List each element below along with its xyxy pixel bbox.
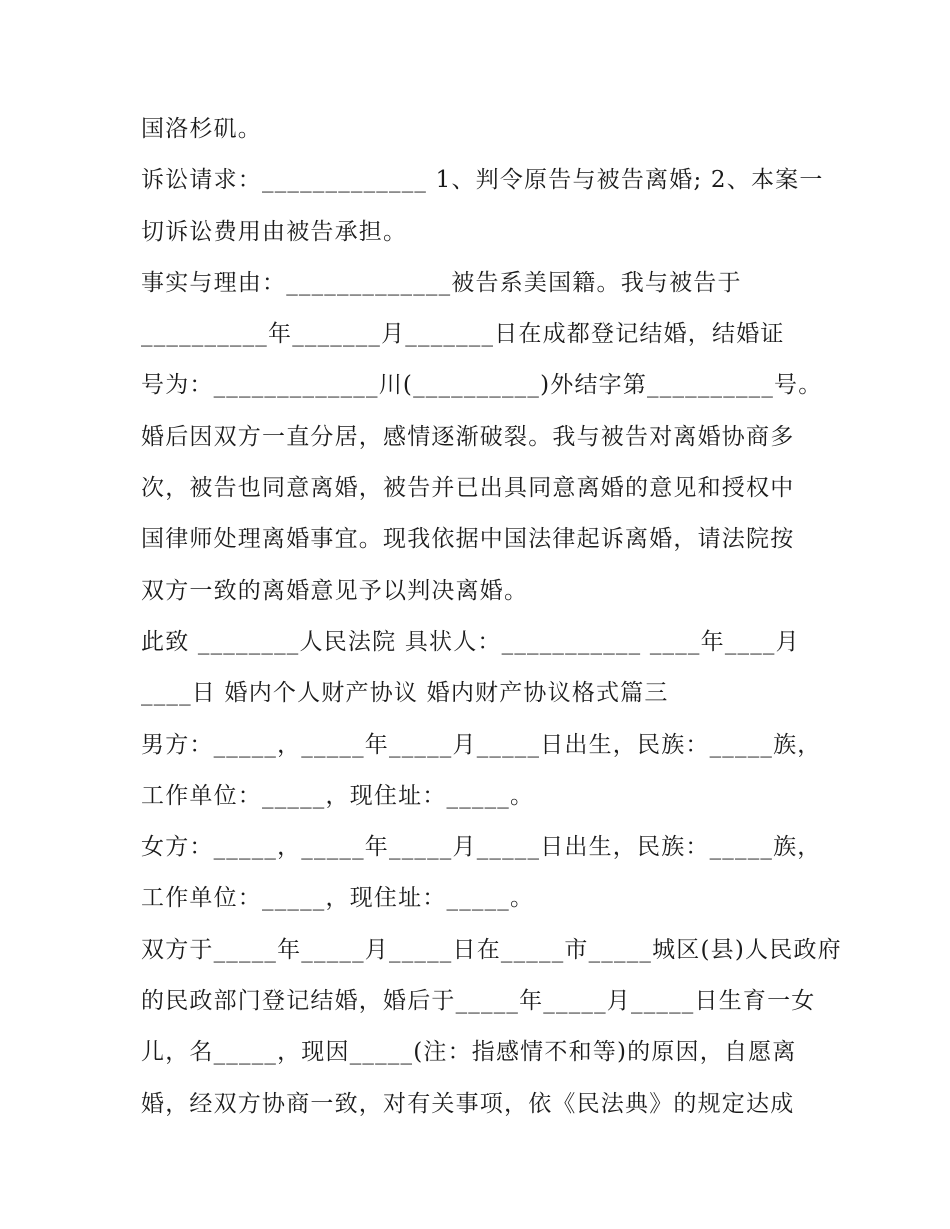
text-line: 诉讼请求：_____________ 1、判令原告与被告离婚; 2、本案一 (141, 167, 824, 194)
text-line: ____日 婚内个人财产协议 婚内财产协议格式篇三 (141, 680, 669, 707)
text-line: 次，被告也同意离婚，被告并已出具同意离婚的意见和授权中 (141, 475, 795, 502)
text-line: 事实与理由：_____________被告系美国籍。我与被告于 (141, 269, 742, 296)
text-line: 双方于_____年_____月_____日在_____市_____城区(县)人民政府 (141, 936, 842, 963)
text-line: 双方一致的离婚意见予以判决离婚。 (141, 577, 529, 604)
text-line: 此致 ________人民法院 具状人：___________ ____年____月 (141, 628, 800, 655)
text-line: 工作单位：_____，现住址：_____。 (141, 782, 535, 809)
text-line: 男方：_____，_____年_____月_____日出生，民族：_____族， (141, 731, 822, 758)
text-line: 号为：_____________川(__________)外结字第__________号。 (141, 372, 823, 399)
text-line: 国洛杉矶。 (141, 116, 262, 142)
text-line: 的民政部门登记结婚，婚后于_____年_____月_____日生育一女 (141, 988, 816, 1015)
text-line: 女方：_____，_____年_____月_____日出生，民族：_____族， (141, 834, 822, 861)
text-line: 工作单位：_____，现住址：_____。 (141, 885, 535, 912)
text-line: 切诉讼费用由被告承担。 (141, 218, 408, 245)
text-line: 儿，名_____，现因_____(注：指感情不和等)的原因，自愿离 (141, 1039, 797, 1066)
document-body (141, 109, 842, 1135)
text-line: 婚，经双方协商一致，对有关事项，依《民法典》的规定达成 (141, 1090, 795, 1117)
text-line: 婚后因双方一直分居，感情逐渐破裂。我与被告对离婚协商多 (141, 423, 795, 450)
text-line: __________年_______月_______日在成都登记结婚，结婚证 (141, 321, 785, 348)
text-line: 国律师处理离婚事宜。现我依据中国法律起诉离婚，请法院按 (141, 526, 795, 553)
